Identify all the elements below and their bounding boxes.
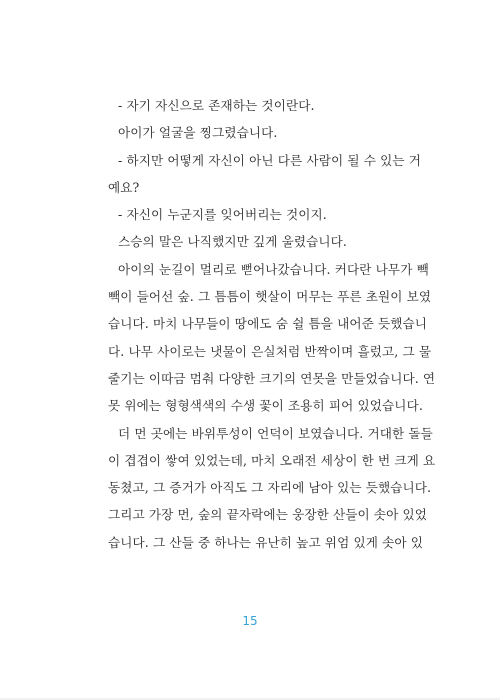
text-line: 못 위에는 형형색색의 수생 꽃이 조용히 피어 있었습니다. bbox=[108, 398, 423, 414]
text-line: 스승의 말은 나직했지만 깊게 울렸습니다. bbox=[118, 234, 348, 250]
text-line: 예요? bbox=[108, 179, 140, 195]
text-line: - 자신이 누군지를 잊어버리는 것이지. bbox=[118, 207, 327, 223]
text-line: 그리고 가장 먼, 숲의 끝자락에는 웅장한 산들이 솟아 있었 bbox=[108, 507, 428, 523]
text-line: - 자기 자신으로 존재하는 것이란다. bbox=[118, 98, 315, 113]
text-line: 동쳤고, 그 증거가 아직도 그 자리에 남아 있는 듯했습니다. bbox=[108, 480, 432, 496]
text-line: 아이의 눈길이 멀리로 뻗어나갔습니다. 커다란 나무가 빽 bbox=[118, 261, 429, 277]
text-line: 아이가 얼굴을 찡그렸습니다. bbox=[118, 125, 278, 141]
text-line: 빽이 들어선 숲. 그 틈틈이 햇살이 머무는 푸른 초원이 보였 bbox=[108, 289, 432, 305]
text-line: 이 겹겹이 쌓여 있었는데, 마치 오래전 세상이 한 번 크게 요 bbox=[108, 452, 436, 468]
text-line: 다. 나무 사이로는 냇물이 은실처럼 반짝이며 흘렀고, 그 물 bbox=[108, 343, 432, 359]
text-line: 더 먼 곳에는 바위투성이 언덕이 보였습니다. 거대한 돌들 bbox=[118, 425, 433, 441]
page-number: 15 bbox=[242, 614, 258, 628]
body-text bbox=[108, 92, 436, 556]
text-line: 줄기는 이따금 멈춰 다양한 크기의 연못을 만들었습니다. 연 bbox=[108, 370, 436, 386]
text-line: 습니다. 그 산들 중 하나는 유난히 높고 위엄 있게 솟아 있 bbox=[108, 534, 423, 550]
text-line: - 하지만 어떻게 자신이 아닌 다른 사람이 될 수 있는 거 bbox=[118, 152, 421, 168]
text-line: 습니다. 마치 나무들이 땅에도 숨 쉴 틈을 내어준 듯했습니 bbox=[108, 316, 428, 332]
